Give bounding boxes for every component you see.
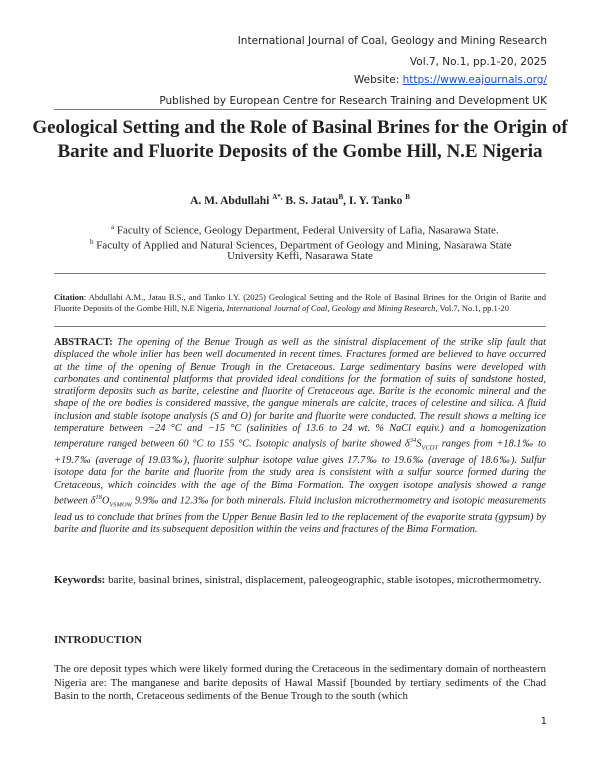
citation-block — [54, 292, 546, 314]
keywords-block — [54, 574, 546, 587]
citation-divider — [54, 326, 546, 327]
author-name: I. Y. Tanko — [348, 194, 403, 207]
keywords-label: Keywords: — [54, 574, 106, 586]
website-link[interactable]: https://www.eajournals.org/ — [402, 74, 547, 86]
journal-website — [354, 74, 547, 86]
author-name: A. M. Abdullahi — [190, 194, 270, 207]
journal-volume: Vol.7, No.1, pp.1-20, 2025 — [409, 56, 547, 68]
journal-name: International Journal of Coal, Geology and Mining Research — [237, 35, 547, 47]
abstract-text: The opening of the Benue Trough as well as the sinistral displacement of the strike slip fault that displaced the whole inlier has been well documented in recent times. Fractures formed are believed to have occurred at the time of the opening of Benue Trough in the Cretaceous. Large sedimentary basins were developed with carbonates and continental platforms that provided ideal conditions for the formation of suits of sandstone hosted, stratiform deposits such as barite, celestine and fluorite of Cretaceous age. Barite is the economic mineral and the shape of the ore bodies is considered massive, the gangue minerals are calcite, traces of celestine and silica. A fluid inclusion and stable isotope analysis (S and O) for barite and fluorite were conducted. The result shows a melting ice temperature between −24 °C and −15 °C (salinities of 13.6 to 24 wt. % NaCl equiv.) and a homogenization temperature ranged between 60 °C to 155 °C. Isotopic analysis of barite showed δ — [54, 337, 546, 450]
section-heading: INTRODUCTION — [54, 634, 143, 646]
section-paragraph: The ore deposit types which were likely formed during the Cretaceous in the sedimentary domain of northeastern Nigeria are: The manganese and barite deposits of Hawal Massif [bounded by tertiary sediments of the Chad Basin to the north, Cretaceous sediments of the Benue Trough to the south (which — [54, 663, 546, 703]
isotope-mass: 18 — [95, 494, 102, 502]
citation-text: : Abdullahi A.M., Jatau B.S., and Tanko I.Y. (2025) Geological Setting and the Role of Basinal Brines for the Origin of Barite and Fluorite Deposits of the Gombe Hill, N.E Nigeria, — [54, 292, 546, 313]
isotope-standard: VCDT — [421, 444, 438, 452]
publisher-line: Published by European Centre for Research Training and Development UK — [159, 95, 547, 107]
author-list: A. M. Abdullahi $^{A*,}$ B. S. Jatau$^B$, I. Y. Tanko $^B$ — [190, 193, 410, 207]
citation-journal: International Journal of Coal, Geology and Mining Research — [226, 303, 436, 313]
isotope-mass: 34 — [409, 437, 417, 445]
isotope-symbol: S — [416, 438, 422, 450]
isotope-standard: VSMOW — [109, 501, 133, 509]
author-marker: B — [405, 193, 410, 201]
author-marker: A*, — [272, 193, 283, 201]
abstract-text: 9.9‰ and 12.3‰ for both minerals. Fluid inclusion microthermometry and isotopic measurements lead us to conclude that brines from the Upper Benue Basin led to the replacement of the evaporite strata (gypsum) by barite and fluorite and its subsequent deposition within the veins and fractures of the Bima Formation. — [54, 495, 546, 536]
paper-title: Geological Setting and the Role of Basinal Brines for the Origin of Barite and Fluorite Deposits of the Gombe Hill, N.E Nigeria — [32, 117, 568, 162]
page-number: 1 — [540, 716, 547, 727]
author-marker: B — [338, 193, 344, 201]
abstract-block — [54, 337, 546, 536]
affiliation-divider — [54, 273, 546, 274]
website-label: Website: — [353, 74, 400, 86]
affiliation-marker: b — [90, 238, 94, 246]
affiliation-text: Faculty of Applied and Natural Sciences, Department of Geology and Mining, Nasarawa State — [96, 239, 512, 252]
affiliation-text: Faculty of Science, Geology Department, Federal University of Lafia, Nasarawa State. — [116, 224, 499, 237]
isotope-symbol: O — [101, 495, 110, 507]
header-divider — [54, 109, 546, 110]
affiliation-marker: a — [111, 223, 115, 231]
citation-tail: , Vol.7, No.1, pp.1-20 — [435, 303, 510, 313]
author-name: B. S. Jatau — [285, 194, 339, 207]
citation-label: Citation — [54, 292, 84, 302]
keywords-text: barite, basinal brines, sinistral, displacement, paleogeographic, stable isotopes, microthermometry. — [105, 574, 542, 586]
abstract-label: ABSTRACT: — [54, 337, 113, 348]
abstract-text: ranges from +18.1‰ to +19.7‰ (average of 19.03‰), fluorite sulphur isotope value gives 17.7‰ to 19.6‰ (average of 18.6‰). Sulfur isotope data for the barite and fluorite from the study area is consistent with a sulfur source formed during the Cretaceous, which coincides with the age of the Bima Formation. The oxygen isotope analysis showed a range between δ — [54, 438, 547, 507]
affiliation-b-line2: University Keffi, Nasarawa State — [227, 250, 373, 262]
